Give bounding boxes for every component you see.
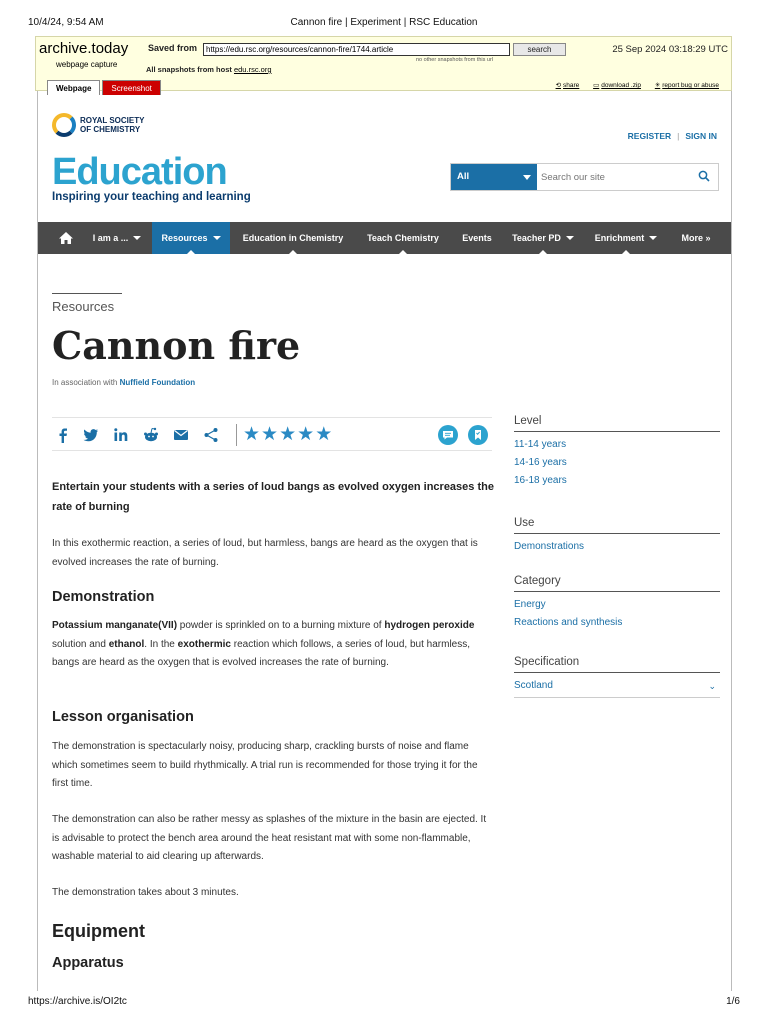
double-chevron-right-icon: »	[705, 233, 711, 243]
main-nav	[38, 222, 732, 254]
heading-lesson-organisation: Lesson organisation	[52, 709, 194, 725]
lesson-paragraph-1: The demonstration is spectacularly noisy, producing sharp, crackling bursts of noise and flame which sometimes seem to build rhythmically. A trial run is recommended for those trying it for the first time.	[52, 741, 478, 789]
use-link[interactable]: Demonstrations	[514, 541, 585, 552]
rating-stars[interactable]	[243, 423, 333, 445]
sidebar-use	[514, 517, 720, 552]
level-link[interactable]: 11-14 years	[514, 439, 567, 450]
site-brand[interactable]: Education	[52, 151, 227, 193]
print-title: Cannon fire | Experiment | RSC Education	[290, 17, 478, 28]
heading-demonstration: Demonstration	[52, 589, 155, 605]
comment-icon	[442, 429, 454, 441]
page-title: Cannon fire	[52, 323, 301, 368]
heading-apparatus: Apparatus	[52, 955, 124, 971]
reddit-icon[interactable]	[142, 426, 160, 444]
register-link[interactable]: REGISTER	[627, 131, 672, 141]
search-input[interactable]	[541, 164, 691, 190]
archive-links	[544, 81, 719, 89]
print-datetime: 10/4/24, 9:54 AM	[28, 17, 104, 28]
nav-teach-chemistry[interactable]: Teach Chemistry	[358, 222, 448, 254]
star-icon[interactable]: ★	[243, 423, 262, 445]
bookmark-icon	[472, 429, 484, 441]
print-footer-url: https://archive.is/OI2tc	[28, 996, 127, 1007]
archive-toolbar	[35, 36, 732, 91]
rsc-logo-mark-icon	[52, 113, 76, 137]
tab-webpage[interactable]: Webpage	[47, 80, 100, 95]
bookmark-button[interactable]	[468, 425, 488, 445]
article-intro: In this exothermic reaction, a series of loud, but harmless, bangs are heard as the oxygen that is evolved increases the rate of burning.	[52, 538, 478, 568]
lesson-paragraph-3: The demonstration takes about 3 minutes.	[52, 887, 239, 898]
site-search	[450, 163, 719, 191]
archive-logo[interactable]: archive.today	[39, 40, 129, 57]
home-icon[interactable]	[58, 231, 74, 245]
archive-tabs	[47, 77, 163, 92]
nav-teacher-pd[interactable]: Teacher PD	[504, 222, 582, 254]
chevron-down-icon	[523, 175, 531, 180]
share-toolbar	[52, 417, 492, 451]
linkedin-icon[interactable]	[112, 426, 130, 444]
share-icon: ⟲	[555, 82, 562, 89]
star-icon[interactable]: ★	[297, 423, 316, 445]
comments-button[interactable]	[438, 425, 458, 445]
star-icon[interactable]: ★	[315, 423, 334, 445]
heading-equipment: Equipment	[52, 921, 145, 941]
share-icon[interactable]	[202, 426, 220, 444]
nav-enrichment[interactable]: Enrichment	[586, 222, 666, 254]
all-snapshots	[146, 65, 272, 74]
level-heading: Level	[514, 415, 720, 432]
chevron-down-icon	[649, 236, 657, 240]
rsc-logo[interactable]	[52, 113, 152, 141]
level-link[interactable]: 16-18 years	[514, 475, 567, 486]
email-icon[interactable]	[172, 426, 190, 444]
share-link[interactable]: ⟲ share	[555, 82, 580, 89]
search-scope-select[interactable]: All	[451, 164, 537, 190]
download-zip-link[interactable]: ▭ download .zip	[593, 82, 641, 89]
print-page-number: 1/6	[726, 996, 740, 1007]
search-icon[interactable]	[698, 170, 710, 182]
nav-resources[interactable]: Resources	[152, 222, 230, 254]
print-footer	[0, 994, 768, 1024]
demonstration-text: Potassium manganate(VII) powder is sprinkled on to a burning mixture of hydrogen peroxide solution and ethanol. In the exothermic reaction which follows, a series of loud, but harmless, bangs are heard as the oxygen that is evolved increases the rate of burning.	[52, 620, 475, 668]
nuffield-link[interactable]: Nuffield Foundation	[119, 378, 196, 387]
section-label[interactable]: Resources	[52, 299, 115, 314]
twitter-icon[interactable]	[82, 426, 100, 444]
tab-screenshot[interactable]: Screenshot	[102, 80, 160, 95]
chevron-down-icon: ⌄	[708, 681, 716, 691]
nav-more[interactable]: More »	[681, 233, 711, 243]
article-lead: Entertain your students with a series of loud bangs as evolved oxygen increases the rate of burning	[52, 481, 494, 513]
star-icon[interactable]: ★	[279, 423, 298, 445]
specification-heading: Specification	[514, 656, 720, 673]
archive-search-button[interactable]: search	[513, 43, 566, 56]
facebook-icon[interactable]	[54, 426, 72, 444]
bug-icon: ✳	[654, 82, 661, 89]
specification-dropdown[interactable]: Scotland ⌄	[514, 673, 720, 698]
captured-page	[37, 91, 732, 991]
chevron-down-icon	[213, 236, 221, 240]
rsc-logo-text: ROYAL SOCIETY OF CHEMISTRY	[80, 116, 145, 134]
download-icon: ▭	[593, 82, 600, 89]
archive-timestamp: 25 Sep 2024 03:18:29 UTC	[612, 44, 728, 55]
nav-i-am-a[interactable]: I am a ...	[82, 222, 152, 254]
sidebar-category	[514, 575, 720, 628]
site-tagline: Inspiring your teaching and learning	[52, 191, 251, 203]
association: In association with Nuffield Foundation	[52, 378, 196, 387]
from-host-label: from host	[197, 65, 232, 74]
sidebar-level	[514, 415, 720, 486]
lesson-paragraph-2: The demonstration can also be rather messy as splashes of the mixture in the basin are ejected. It is advisable to protect the bench area around the heat resistant mat with some non-flammable, washable material to aid clearing up afterwards.	[52, 814, 487, 862]
all-snapshots-label: All snapshots	[146, 65, 196, 74]
print-header	[0, 0, 768, 34]
archive-subtitle: webpage capture	[56, 60, 118, 69]
nav-events[interactable]: Events	[462, 233, 492, 243]
category-link[interactable]: Energy	[514, 599, 546, 610]
host-link[interactable]: edu.rsc.org	[233, 65, 272, 74]
category-heading: Category	[514, 575, 720, 592]
chevron-down-icon	[133, 236, 141, 240]
level-link[interactable]: 14-16 years	[514, 457, 567, 468]
sign-in-link[interactable]: SIGN IN	[685, 131, 717, 141]
category-link[interactable]: Reactions and synthesis	[514, 617, 623, 628]
report-bug-link[interactable]: ✳ report bug or abuse	[654, 82, 719, 89]
section-divider	[52, 293, 122, 294]
saved-from-label: Saved from	[148, 43, 198, 53]
nav-education-in-chemistry[interactable]: Education in Chemistry	[232, 222, 354, 254]
chevron-down-icon	[566, 236, 574, 240]
use-heading: Use	[514, 517, 720, 534]
account-links: REGISTER | SIGN IN	[627, 131, 717, 141]
star-icon[interactable]: ★	[261, 423, 280, 445]
archive-url-input[interactable]: https://edu.rsc.org/resources/cannon-fire/1744.article	[203, 43, 510, 56]
sidebar-specification	[514, 656, 720, 698]
no-other-snapshots-note: no other snapshots from this url	[416, 57, 494, 63]
